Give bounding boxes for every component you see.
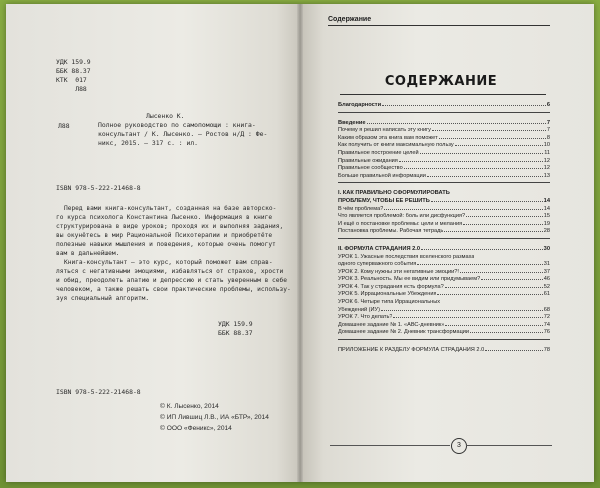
toc-entry — [338, 269, 550, 277]
toc-entry-page: 30 — [543, 245, 550, 252]
toc-dot-leader — [432, 130, 546, 131]
toc-entry-page: 15 — [543, 213, 550, 220]
page-title: СОДЕРЖАНИЕ — [384, 74, 498, 89]
table-of-contents — [338, 102, 550, 355]
toc-entry — [338, 190, 550, 198]
toc-entry — [338, 120, 550, 128]
toc-entry — [338, 254, 550, 262]
toc-separator — [338, 238, 550, 239]
toc-entry — [338, 246, 550, 254]
copyright-line: © ИП Лившиц Л.В., ИА «БТР», 2014 — [160, 414, 269, 421]
catalog-line: Л88 — [56, 85, 87, 93]
catalog-codes-bottom — [218, 320, 253, 338]
toc-entry-title: ПРОБЛЕМУ, ЧТОБЫ ЕЁ РЕШИТЬ — [338, 197, 430, 204]
toc-entry-title: ПРИЛОЖЕНИЕ К РАЗДЕЛУ ФОРМУЛА СТРАДАНИЯ 2.0 — [338, 347, 485, 354]
toc-dot-leader — [404, 168, 543, 169]
toc-entry-title: УРОК 1. Ужасные последствия вселенского размаха — [338, 253, 475, 260]
toc-separator — [338, 112, 550, 113]
toc-entry — [338, 261, 550, 269]
page-number: 3 — [451, 438, 467, 454]
toc-dot-leader — [421, 249, 543, 250]
annotation-line: человеком, а также решать свои практические проблемы, использу- — [56, 286, 291, 293]
toc-entry-page: 19 — [543, 220, 550, 227]
toc-entry — [338, 173, 550, 181]
toc-dot-leader — [384, 209, 542, 210]
toc-entry-title: УРОК 2. Кому нужны эти негативные эмоции?! — [338, 268, 459, 275]
toc-entry-page: 68 — [543, 306, 550, 313]
title-line: никс, 2015. – 317 с. : ил. — [98, 139, 199, 147]
catalog-line: УДК 159.9 — [218, 320, 253, 328]
toc-entry — [338, 314, 550, 322]
toc-entry-title: И ещё о постановке проблемы: цели и мелания — [338, 220, 463, 227]
toc-entry — [338, 347, 550, 355]
toc-entry-page: 12 — [543, 157, 550, 164]
toc-dot-leader — [463, 224, 543, 225]
annotation-line: Книга-консультант – это курс, который поможет вам справ- — [64, 259, 273, 266]
toc-dot-leader — [460, 272, 543, 273]
toc-dot-leader — [417, 264, 542, 265]
toc-entry-page: 7 — [546, 127, 550, 134]
toc-separator — [338, 339, 550, 340]
title-rule — [340, 94, 546, 95]
toc-entry — [338, 228, 550, 236]
toc-entry-page: 74 — [543, 321, 550, 328]
toc-entry-title: УРОК 3. Реальность. Мы ее видим или придумываем? — [338, 276, 481, 283]
toc-separator — [338, 182, 550, 183]
toc-entry-page: 13 — [543, 172, 550, 179]
toc-dot-leader — [455, 145, 543, 146]
toc-entry-title: II. ФОРМУЛА СТРАДАНИЯ 2.0 — [338, 245, 421, 252]
toc-dot-leader — [381, 310, 543, 311]
running-header: Содержание — [328, 16, 550, 26]
author-name: Лысенко К. — [146, 112, 185, 120]
annotation — [56, 204, 291, 303]
book-gutter — [297, 4, 303, 482]
toc-entry-title: Каким образом эта книга вам поможет — [338, 134, 438, 141]
catalog-codes — [56, 58, 91, 94]
toc-entry — [338, 158, 550, 166]
copyright-line: © ООО «Феникс», 2014 — [160, 425, 232, 432]
toc-entry-title: Почему я решил написать эту книгу — [338, 127, 431, 134]
annotation-line: и обид, преодолеть апатию и депрессию и стать уверенным в себе — [56, 277, 287, 284]
toc-entry-page: 76 — [543, 329, 550, 336]
toc-entry-page: 72 — [543, 314, 550, 321]
copyright-line: © К. Лысенко, 2014 — [160, 403, 219, 410]
toc-entry-page: 6 — [546, 102, 550, 108]
toc-entry-page: 52 — [543, 283, 550, 290]
toc-entry-title: Правильное сообщество — [338, 165, 403, 172]
footer-rule — [330, 445, 450, 446]
catalog-line: ББК 88.37 — [56, 67, 91, 75]
toc-entry — [338, 165, 550, 173]
catalog-line: УДК 159.9 — [56, 58, 91, 66]
toc-dot-leader — [367, 123, 546, 124]
annotation-line: го курса психолога Константина Лысенко. Информация в книге — [56, 214, 273, 221]
toc-entry — [338, 329, 550, 337]
toc-dot-leader — [470, 332, 543, 333]
author-mark: Л88 — [58, 122, 70, 130]
toc-entry-page: 7 — [546, 119, 550, 126]
title-line: консультант / К. Лысенко. – Ростов н/Д : Фе- — [98, 130, 268, 138]
toc-entry-page: 14 — [543, 205, 550, 212]
toc-entry-page: 61 — [543, 291, 550, 298]
toc-entry-title: УРОК 7. Что делать? — [338, 314, 393, 321]
toc-entry-title: I. КАК ПРАВИЛЬНО СФОРМУЛИРОВАТЬ — [338, 190, 450, 197]
toc-entry-title: В чём проблема? — [338, 205, 384, 212]
toc-entry-title: УРОК 6. Четыре типа Иррациональных — [338, 299, 441, 306]
toc-entry-page: 46 — [543, 276, 550, 283]
toc-entry-page: 8 — [546, 134, 550, 141]
toc-entry-title: Введение — [338, 119, 366, 126]
toc-dot-leader — [439, 138, 546, 139]
toc-entry — [338, 127, 550, 135]
toc-dot-leader — [444, 231, 542, 232]
toc-entry-title: Правильные ожидания — [338, 157, 398, 164]
toc-entry-title: Больше правильной информации — [338, 172, 426, 179]
isbn-bottom: ISBN 978-5-222-21468-8 — [56, 388, 141, 396]
catalog-line: КТК 017 — [56, 76, 87, 84]
toc-entry-title: УРОК 4. Так у страдания есть формула? — [338, 283, 444, 290]
toc-entry — [338, 322, 550, 330]
toc-dot-leader — [427, 176, 543, 177]
toc-entry-page: 78 — [543, 347, 550, 354]
toc-entry-page: 11 — [544, 149, 550, 156]
toc-entry — [338, 284, 550, 292]
footer-rule — [466, 445, 552, 446]
bibliographic-record — [58, 112, 276, 148]
toc-entry — [338, 221, 550, 229]
toc-entry-title: Что является проблемой: боль или дисфункция? — [338, 213, 466, 220]
annotation-line: полезные навыки мышления и поведения, которые очень помогут — [56, 241, 276, 248]
catalog-line: ББК 88.37 — [218, 329, 253, 337]
toc-entry-page: 31 — [543, 261, 550, 268]
toc-dot-leader — [393, 317, 542, 318]
toc-entry — [338, 276, 550, 284]
annotation-line: вам в дальнейшем. — [56, 250, 120, 257]
toc-entry-page: 37 — [543, 268, 550, 275]
toc-dot-leader — [420, 153, 544, 154]
annotation-line: вы окунётесь в мир Рациональной Психотерапии и приобретёте — [56, 232, 273, 239]
toc-dot-leader — [466, 216, 543, 217]
toc-dot-leader — [399, 161, 543, 162]
toc-dot-leader — [431, 201, 543, 202]
toc-entry — [338, 291, 550, 299]
toc-entry-title: Домашнее задание № 2. Дневник трансформации — [338, 329, 470, 336]
toc-entry — [338, 150, 550, 158]
toc-dot-leader — [445, 287, 543, 288]
toc-entry-title: Как получить от книги максимальную пользу — [338, 142, 454, 149]
annotation-line: структурирована в виде уроков; проходя их и выполняя задания, — [56, 223, 284, 230]
copyright-block — [160, 401, 269, 434]
annotation-line: ляться с негативными эмоциями, избавляться от страхов, хрости — [56, 268, 284, 275]
annotation-line: Перед вами книга-консультант, созданная на базе авторско- — [64, 205, 277, 212]
toc-entry-title: УРОК 5. Иррациональные Убеждения — [338, 291, 437, 298]
toc-entry-page: 28 — [543, 228, 550, 235]
toc-dot-leader — [382, 105, 546, 106]
toc-entry — [338, 307, 550, 315]
toc-entry-title: одного суперважного события — [338, 261, 417, 268]
toc-entry-title: Благодарности — [338, 102, 382, 108]
toc-entry-title: Правильное построение целей — [338, 149, 419, 156]
toc-entry — [338, 135, 550, 143]
title-line: Полное руководство по самопомощи : книга- — [98, 121, 256, 129]
toc-dot-leader — [485, 350, 543, 351]
toc-entry-title: Домашнее задание № 1. «АВС-дневник» — [338, 321, 445, 328]
toc-entry-page: 12 — [543, 165, 550, 172]
toc-dot-leader — [445, 325, 542, 326]
toc-entry-title: Постановка проблемы. Рабочая тетрадь — [338, 228, 444, 235]
toc-entry — [338, 102, 550, 110]
toc-entry — [338, 206, 550, 214]
toc-entry — [338, 299, 550, 307]
toc-entry — [338, 142, 550, 150]
toc-dot-leader — [437, 294, 542, 295]
toc-entry-page: 10 — [543, 142, 550, 149]
toc-dot-leader — [481, 279, 543, 280]
toc-entry — [338, 213, 550, 221]
isbn: ISBN 978-5-222-21468-8 — [56, 184, 141, 192]
toc-entry-title: Убеждений (ИУ) — [338, 306, 380, 313]
toc-entry — [338, 198, 550, 206]
annotation-line: зуя специальный алгоритм. — [56, 295, 150, 302]
toc-entry-page: 14 — [543, 197, 550, 204]
